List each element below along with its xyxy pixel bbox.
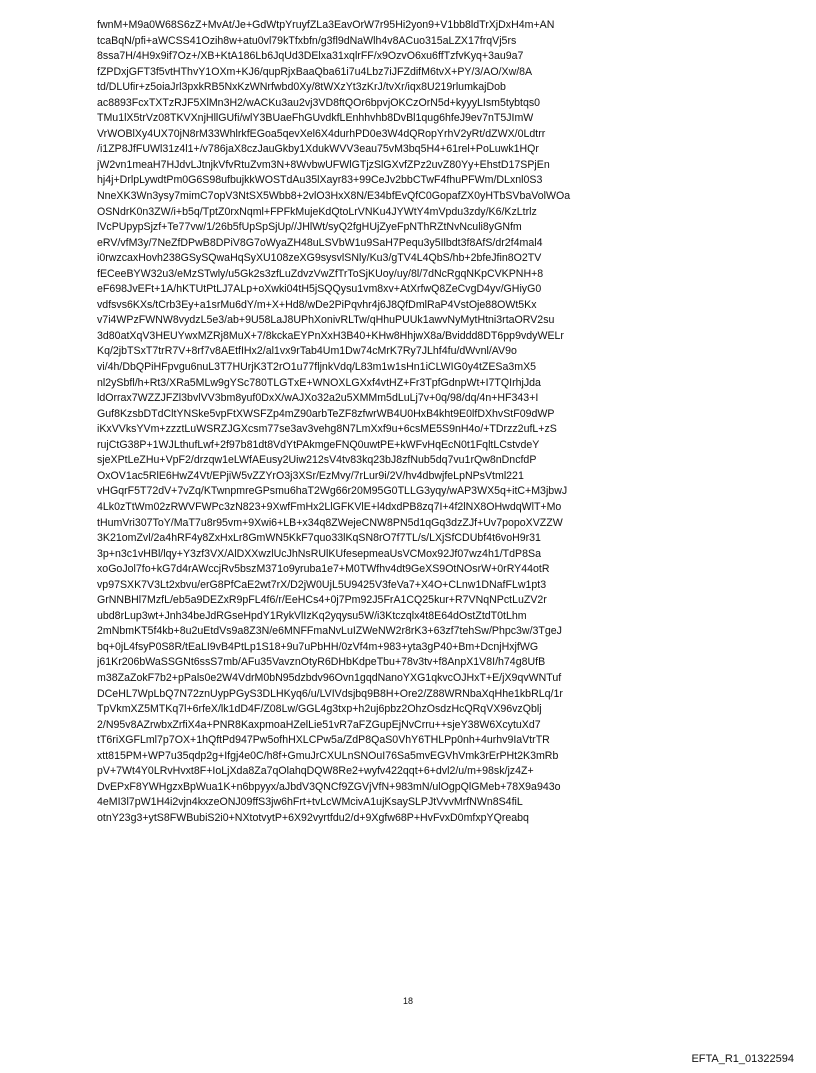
text-line: tHumVri307ToY/MaT7u8r95vm+9Xwi6+LB+x34q8ZWejeCNW8PN5d1qGq3dzZJf+Uv7popoXVZZW [97, 516, 563, 529]
text-line: 4eMI3l7pW1H4i2vjn4kxzeONJ09ffS3jw6hFrt+tvLcWMcivA1ujKsaySLPJtVvvMrfNWn8S4fiL [97, 796, 523, 809]
text-line: Kq/2jbTSxT7trR7V+8rf7v8AEtfIHx2/al1vx9rTab4Um1Dw74cMrK7Ry7JLhf4fu/dWvnl/AV9o [97, 345, 517, 358]
bates-number: EFTA_R1_01322594 [691, 1053, 794, 1065]
text-line: ac8893FcxTXTzRJF5XlMn3H2/wACKu3au2vj3VD8ftQOr6bpvjOKCzOrN5d+kyyyLIsm5tybtqs0 [97, 96, 541, 109]
text-line: fZPDxjGFT3f5vtHThvY1OXm+KJ6/qupRjxBaaQba61i7u4Lbz7iJFZdifM6tvX+PY/3/AO/Xw/8A [97, 65, 533, 78]
text-line: nl2ySbfl/h+Rt3/XRa5MLw9gYSc780TLGTxE+WNOXLGXxf4vtHZ+Fr3TpfGdnpWt+I7TQIrhjJda [97, 376, 541, 389]
page-number: 18 [402, 996, 413, 1006]
text-line: OxOV1ac5RlE6HwZ4Vt/EPjiW5vZZYrO3j3XSr/EzMvy/7rLur9i/2V/hv4dbwjfeLpNPsVtml221 [97, 469, 524, 482]
text-line: eRV/vfM3y/7NeZfDPwB8DPiV8G7oWyaZH48uLSVbW1u9SaH7Pequ3y5Ilbdt3f8AfS/dr2f4mal4 [97, 236, 543, 249]
text-line: DCeHL7WpLbQ7N72znUypPGyS3DLHKyq6/u/LVIVdsjbq9B8H+Ore2/Z88WRNbaXqHhe1kbRLq/1r [97, 687, 563, 700]
text-line: 2mNbmKT5f4kb+8u2uEtdVs9a8Z3N/e6MNFFmaNvLuIZWeNW2r8rK3+63zf7tehSw/Phpc3w/3TgeJ [97, 625, 562, 638]
text-line: v7i4WPzFWNW8vydzL5e3/ab+9U58LaJ8UPhXonivRLTw/qHhuPUUk1awvNyMytHtni3rtaORV2su [97, 314, 555, 327]
text-line: fwnM+M9a0W68S6zZ+MvAt/Je+GdWtpYruyfZLa3EavOrW7r95Hi2yon9+V1bb8ldTrXjDxH4m+AN [97, 19, 555, 31]
text-line: i0rwzcaxHovh238GSySQwaHqSyXU108zeXG9sysvlSNly/Ku3/gTV4L4QbS/hb+2bfeJfin8O2TV [97, 252, 542, 265]
text-line: TMu1lX5trVz08TKVXnjHllGUfi/wlY3BUaeFhGUvdkfLEnhhvhb8DvBl1qug6hfeJ9ev7nT5JImW [97, 112, 534, 125]
text-line: j61Kr206bWaSSGNt6ssS7mb/AFu35VavznOtyR6DHbKdpeTbu+78v3tv+f8AnpX1V8I/h74g8UfB [97, 656, 546, 669]
text-line: otnY23g3+ytS8FWBubiS2i0+NXtotvytP+6X92vyrtfdu2/d+9Xgfw68P+HvFvxD0mfxpYQreabq [97, 811, 529, 824]
text-line: 3K21omZvl/2a4hRF4y8ZxHxLr8GmWN5KkF7quo33lKqSN8rO7f7TL/s/LXjSfCDUbf4t6voH9r31 [97, 532, 541, 545]
text-line: hj4j+DrlpLywdtPm0G6S98ufbujkkWOSTdAu35lXayr83+99CeJv2bbCTwF4fhuPFWm/DLxnl0S3 [97, 174, 543, 187]
text-line: pV+7Wt4Y0LRvHvxt8F+IoLjXda8Za7qOlahqDQW8Re2+wyfv422qqt+6+dvl2/u/m+98sk/jz4Z+ [97, 765, 534, 778]
text-line: m38ZaZokF7b2+pPals0e2W4VdrM0bN95dzbdv96Ovn1gqdNanoYXG1qkvcOJHxT+E/jX9qvWNTuf [97, 671, 562, 684]
text-line: TpVkmXZ5MTKq7l+6rfeX/lk1dD4F/Z08Lw/GGL4g3txp+h2uj6pbz2OhzOsdzHcQRqVX96vzQblj [97, 703, 542, 716]
text-line: VrWOBlXy4UX70jN8rM33WhlrkfEGoa5qevXel6X4durhPD0e3W4dQRopYrhV2yRt/dZWX/0Ldtrr [97, 127, 546, 140]
text-line: eF698JvEFt+1A/hKTUtPtLJ7ALp+oXwki04tH5jSQQysu1vm8xv+AtXrfwQ8ZeCvgD4yv/GHiyG0 [97, 283, 542, 296]
text-line: vi/4h/DbQPiHFpvgu6nuL3T7HUrjK3T2rO1u77fljnkVdq/L83m1w1sHn1iCLWIG0y4tZESa3mX5 [97, 361, 537, 374]
text-line: vp97SXK7V3Lt2xbvu/erG8PfCaE2wt7rX/D2jW0UjL5U9425V3feVa7+X4O+CLnw1DNafFLw1pt3 [97, 578, 547, 591]
text-line: vdfsvs6KXs/tCrb3Ey+a1srMu6dY/m+X+Hd8/wDe2PiPqvhr4j6J8QfDmlRaP4VstOje88OWt5Kx [97, 298, 537, 311]
text-line: bq+0jL4fsyP0S8R/tEaLI9vB4PtLp1S18+9u7uPbHH/0zVf4m+983+yta3gP40+Bm+DcnjHxjfWG [97, 640, 539, 653]
text-line: fECeeBYW32u3/eMzSTwly/u5Gk2s3zfLuZdvzVwZfTrToSjKUoy/uy/8l/7dNcRgqNKpCVKPNH+8 [97, 267, 544, 280]
text-line: 3d80atXqV3HEUYwxMZRj8MuX+7/8kckaEYPnXxH3B40+KHw8HhjwX8a/Bviddd8DT6pp9vdyWELr [97, 329, 564, 342]
text-line: jW2vn1meaH7HJdvLJtnjkVfvRtuZvm3N+8WvbwUFWlGTjzSlGXvfZPz2uvZ80Yy+EhstD17SPjEn [97, 158, 550, 171]
text-line: NneXK3Wn3ysy7mimC7opV3NtSX5Wbb8+2vlO3HxX8N/E34bfEvQfC0GopafZX0yHTbSVbaVolWOa [97, 190, 571, 203]
text-line: DvEPxF8YWHgzxBpWua1K+n6bpyyx/aJbdV3QNCf9ZGVjVfN+983mN/ulOgpQlGMeb+78X9a943o [97, 780, 561, 793]
text-line: vHGqrF5T72dV+7vZq/KTwnpmreGPsmu6haT2Wg66r20M95G0TLLG3yqy/wAP3WX5q+itC+M3jbwJ [97, 485, 568, 498]
encoded-text-block [97, 18, 737, 826]
text-line: tcaBqN/pfi+aWCSS41Ozih8w+atu0vl79kTfxbfn/g3fl9dNaWlh4v8ACuo315aLZX17frqVj5rs [97, 34, 517, 47]
text-line: 2/N95v8AZrwbxZrfiX4a+PNR8KaxpmoaHZelLie51vR7aFZGupEjNvCrru++sjeY38W6XcytuXd7 [97, 718, 541, 731]
text-line: tT6riXGFLml7p7OX+1hQftPd947Pw5ofhHXLCPw5a/ZdP8QaS0VhY6THLPp0nh+4urhv9IaVtrTR [97, 734, 550, 747]
text-line: sjeXPtLeZHu+VpF2/drzqw1eLWfAEusy2Uiw212sV4tv83kq23bJ8zfNub5dq7vu1rQw8nDncfdP [97, 454, 537, 467]
text-line: xtt815PM+WP7u35qdp2g+Ifgj4e0C/h8f+GmuJrCXULnSNOuI76Sa5mvEGVhVmk3rErPHt2K3mRb [97, 749, 559, 762]
text-line: ldOrrax7WZZJFZl3bvlVV3bm8yuf0DxX/wAJXo32a2u5XMMm5dLuLj7v+0q/98/dq/4n+HF343+I [97, 392, 539, 405]
text-line: ubd8rLup3wt+Jnh34beJdRGseHpdY1RykVlIzKq2yqysu5W/i3Ktczqlx4t8E64dOstZtdT0tLhm [97, 609, 527, 622]
text-line: xoGoJol7fo+kG7d4rAWccjRv5bszM371o9yruba1e7+M0TWfhv4dt9GeXS9OtNOsrW+0rRY44otR [97, 563, 550, 576]
text-line: Guf8KzsbDTdCltYNSke5vpFtXWSFZp4mZ90arbTeZF8zfwrWB4U0HxB4kht9E0lfDXhvStF09dWP [97, 407, 555, 420]
text-line: 8ssa7H/4H9x9if7Oz+/XB+KtA186Lb6JqUd3DElxa31xqlrFF/x9OzvO6xu6ffTzfvKyq+3au9a7 [97, 50, 524, 63]
text-line: /i1ZP8JfFUWl31z4l1+/v786jaX8czJauGkby1XdukWVV3eau75vM3bq5H4+61rel+PoLuwk1HQr [97, 143, 539, 156]
text-line: OSNdrK0n3ZW/i+b5q/TptZ0rxNqml+FPFkMujeKdQtoLrVNKu4JYWtY4mVpdu3zdy/K6/KzLtrlz [97, 205, 537, 218]
text-line: iKxVVksYVm+zzztLuWSRZJGXcsm77se3av3vehg8N7LmXxf9u+6csME5S9nH4o/+TDrzz2ufL+zS [97, 423, 557, 436]
text-line: GrNNBHl7MzfL/eb5a9DEZxR9pFL4f6/r/EeHCs4+0j7Pm92J5FrA1CQ25kur+R7VNqNPctLuZV2r [97, 594, 547, 607]
text-line: td/DLUfir+z5oiaJrl3pxkRB5NxKzWNrfwbd0Xy/8tWXzYt3zKrJ/tvXr/iqx8U219rlumkajDob [97, 81, 506, 94]
text-line: 4Lk0zTtWm02zRWVFWPc3zN823+9XwfFmHx2LlGFKVlE+l4dxdPB8zq7I+4f2lNX8OHwdqWlT+Mo [97, 500, 562, 513]
text-line: 3p+n3c1vHBl/lqy+Y3zf3VX/AlDXXwzlUcJhNsRUlKUfesepmeaUsVCMox92Jf07wz4h1/TdP8Sa [97, 547, 541, 560]
text-line: rujCtG38P+1WJLthufLwf+2f97b81dt8VdYtPAkmgeFNQ0uwtPE+kWFvHqEcN0t1FqltLCstvdeY [97, 438, 540, 451]
text-line: lVcPUpypSjzf+Te77vw/1/26b5fUpSpSjUp//JHlWt/syQ2fgHUjZyeFpNThRZtNvNculi8yGNfm [97, 221, 522, 234]
